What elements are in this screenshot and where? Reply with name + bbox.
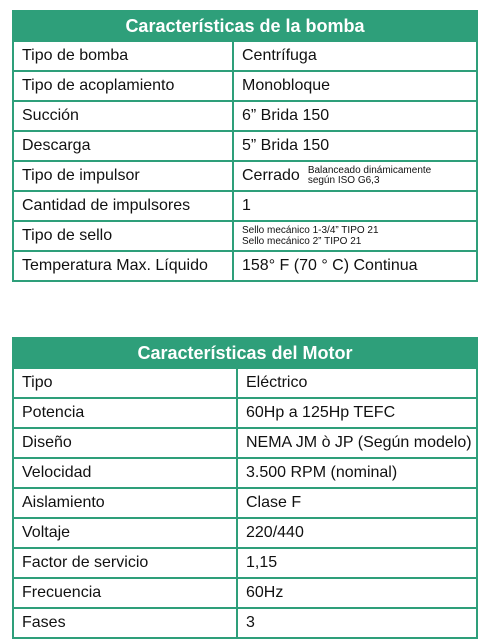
seal-type-lines [242, 225, 379, 247]
table-row [14, 367, 476, 397]
row-label: Velocidad [14, 459, 238, 487]
row-value [234, 162, 476, 190]
table-row [14, 487, 476, 517]
row-label: Temperatura Max. Líquido [14, 252, 234, 280]
row-label: Descarga [14, 132, 234, 160]
row-label: Tipo de acoplamiento [14, 72, 234, 100]
row-label: Cantidad de impulsores [14, 192, 234, 220]
row-label: Potencia [14, 399, 238, 427]
motor-characteristics-table [12, 337, 478, 639]
table-row [14, 220, 476, 250]
table-row [14, 40, 476, 70]
row-value [234, 222, 476, 250]
row-label: Tipo [14, 369, 238, 397]
row-label: Frecuencia [14, 579, 238, 607]
row-value: 60Hz [246, 584, 284, 601]
row-value: 158° F (70 ° C) Continua [242, 257, 418, 274]
seal-line1: Sello mecánico 1-3/4” TIPO 21 [242, 225, 379, 236]
row-value: NEMA JM ò JP (Según modelo) [246, 434, 472, 451]
table-row [14, 160, 476, 190]
row-label: Succión [14, 102, 234, 130]
table-row [14, 517, 476, 547]
table-row [14, 100, 476, 130]
row-value: 220/440 [246, 524, 304, 541]
impeller-note-line2: según ISO G6,3 [307, 175, 380, 186]
row-label: Diseño [14, 429, 238, 457]
row-value: Centrífuga [242, 47, 317, 64]
row-value: 3.500 RPM (nominal) [246, 464, 398, 481]
row-value: 6” Brida 150 [242, 107, 330, 124]
row-label: Fases [14, 609, 238, 637]
row-label: Tipo de impulsor [14, 162, 234, 190]
table-row [14, 397, 476, 427]
table-row [14, 250, 476, 280]
table-row [14, 70, 476, 100]
row-value: Clase F [246, 494, 302, 511]
row-value: Monobloque [242, 77, 331, 94]
table-row [14, 457, 476, 487]
row-label: Factor de servicio [14, 549, 238, 577]
impeller-note [308, 166, 431, 186]
row-value: 60Hp a 125Hp TEFC [246, 404, 396, 421]
table-row [14, 547, 476, 577]
row-label: Tipo de sello [14, 222, 234, 250]
row-label: Aislamiento [14, 489, 238, 517]
table-row [14, 577, 476, 607]
row-label: Tipo de bomba [14, 42, 234, 70]
impeller-note-line1: Balanceado dinámicamente [307, 165, 432, 176]
row-value: Eléctrico [246, 374, 308, 391]
table-row [14, 130, 476, 160]
table-row [14, 427, 476, 457]
pump-characteristics-table [12, 10, 478, 282]
row-value: 3 [246, 614, 255, 631]
row-value: 1 [242, 197, 251, 214]
row-value: 1,15 [246, 554, 278, 571]
seal-line2: Sello mecánico 2” TIPO 21 [242, 236, 362, 247]
table-row [14, 607, 476, 637]
row-value: 5” Brida 150 [242, 137, 330, 154]
motor-table-title: Características del Motor [14, 339, 476, 367]
pump-table-title: Características de la bomba [14, 12, 476, 40]
table-row [14, 190, 476, 220]
impeller-type-value: Cerrado [242, 167, 300, 184]
row-label: Voltaje [14, 519, 238, 547]
